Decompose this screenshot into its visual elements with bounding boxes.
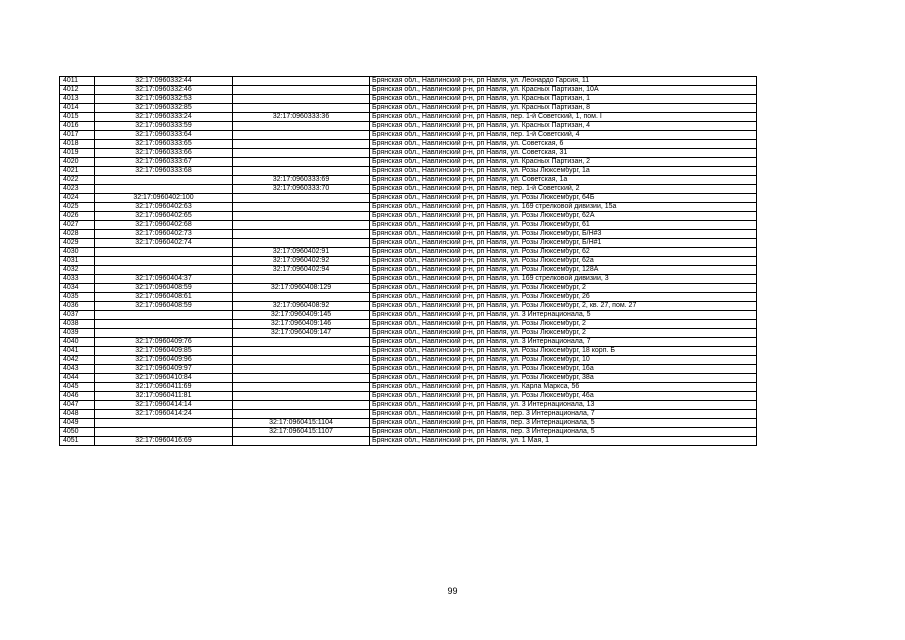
- cadastral-number-cell: [95, 311, 233, 320]
- parent-cadastral-number-cell: [233, 104, 370, 113]
- address-cell: Брянская обл., Навлинский р-н, рп Навля, ул. 3 Интернационала, 7: [370, 338, 757, 347]
- parent-cadastral-number-cell: 32:17:0960402:92: [233, 257, 370, 266]
- address-cell: Брянская обл., Навлинский р-н, рп Навля, ул. Советская, 6: [370, 140, 757, 149]
- address-cell: Брянская обл., Навлинский р-н, рп Навля, ул. Розы Люксембург, 2, кв. 27, пом. 27: [370, 302, 757, 311]
- address-cell: Брянская обл., Навлинский р-н, рп Навля, ул. Советская, 1а: [370, 176, 757, 185]
- parent-cadastral-number-cell: [233, 275, 370, 284]
- parent-cadastral-number-cell: [233, 230, 370, 239]
- cadastral-number-cell: [95, 329, 233, 338]
- table-row: [60, 194, 757, 203]
- table-row: [60, 392, 757, 401]
- table-row: [60, 239, 757, 248]
- cadastral-number-cell: 32:17:0960402:68: [95, 221, 233, 230]
- address-cell: Брянская обл., Навлинский р-н, рп Навля, ул. Розы Люксембург, 38а: [370, 374, 757, 383]
- address-cell: Брянская обл., Навлинский р-н, рп Навля, ул. Розы Люксембург, 62А: [370, 212, 757, 221]
- row-number: 4039: [60, 329, 95, 338]
- table-row: [60, 167, 757, 176]
- cadastral-number-cell: 32:17:0960416:69: [95, 437, 233, 446]
- cadastral-number-cell: 32:17:0960409:85: [95, 347, 233, 356]
- row-number: 4027: [60, 221, 95, 230]
- row-number: 4050: [60, 428, 95, 437]
- cadastral-number-cell: 32:17:0960333:64: [95, 131, 233, 140]
- cadastral-number-cell: 32:17:0960402:65: [95, 212, 233, 221]
- parent-cadastral-number-cell: 32:17:0960415:1107: [233, 428, 370, 437]
- row-number: 4034: [60, 284, 95, 293]
- row-number: 4015: [60, 113, 95, 122]
- table-row: [60, 311, 757, 320]
- parent-cadastral-number-cell: 32:17:0960402:94: [233, 266, 370, 275]
- address-cell: Брянская обл., Навлинский р-н, рп Навля, ул. Розы Люксембург, Б/Н#1: [370, 239, 757, 248]
- address-cell: Брянская обл., Навлинский р-н, рп Навля, ул. Советская, 31: [370, 149, 757, 158]
- page-number: 99: [447, 586, 458, 596]
- table-row: [60, 113, 757, 122]
- row-number: 4032: [60, 266, 95, 275]
- address-cell: Брянская обл., Навлинский р-н, рп Навля, ул. Розы Люксембург, 2: [370, 284, 757, 293]
- cadastral-number-cell: [95, 185, 233, 194]
- address-cell: Брянская обл., Навлинский р-н, рп Навля, ул. Розы Люксембург, 61: [370, 221, 757, 230]
- row-number: 4025: [60, 203, 95, 212]
- cadastral-number-cell: [95, 320, 233, 329]
- table-row: [60, 257, 757, 266]
- row-number: 4018: [60, 140, 95, 149]
- row-number: 4028: [60, 230, 95, 239]
- parent-cadastral-number-cell: [233, 410, 370, 419]
- row-number: 4013: [60, 95, 95, 104]
- table-row: [60, 248, 757, 257]
- row-number: 4047: [60, 401, 95, 410]
- cadastral-number-cell: 32:17:0960402:74: [95, 239, 233, 248]
- address-cell: Брянская обл., Навлинский р-н, рп Навля, ул. Розы Люксембург, 62: [370, 248, 757, 257]
- row-number: 4023: [60, 185, 95, 194]
- parent-cadastral-number-cell: [233, 131, 370, 140]
- cadastral-number-cell: 32:17:0960411:81: [95, 392, 233, 401]
- parent-cadastral-number-cell: [233, 437, 370, 446]
- table-row: [60, 149, 757, 158]
- table-row: [60, 212, 757, 221]
- address-cell: Брянская обл., Навлинский р-н, рп Навля, ул. Красных Партизан, 4: [370, 122, 757, 131]
- cadastral-number-cell: 32:17:0960333:66: [95, 149, 233, 158]
- address-cell: Брянская обл., Навлинский р-н, рп Навля, ул. 3 Интернационала, 5: [370, 311, 757, 320]
- row-number: 4040: [60, 338, 95, 347]
- address-cell: Брянская обл., Навлинский р-н, рп Навля, пер. 1-й Советский, 1, пом. I: [370, 113, 757, 122]
- cadastral-number-cell: 32:17:0960409:96: [95, 356, 233, 365]
- table-row: [60, 104, 757, 113]
- table-row: [60, 410, 757, 419]
- cadastral-number-cell: 32:17:0960333:59: [95, 122, 233, 131]
- parent-cadastral-number-cell: [233, 122, 370, 131]
- address-cell: Брянская обл., Навлинский р-н, рп Навля, ул. Красных Партизан, 2: [370, 158, 757, 167]
- row-number: 4046: [60, 392, 95, 401]
- cadastral-number-cell: [95, 419, 233, 428]
- table-row: [60, 95, 757, 104]
- table-row: [60, 374, 757, 383]
- row-number: 4012: [60, 86, 95, 95]
- address-cell: Брянская обл., Навлинский р-н, рп Навля, пер. 3 Интернационала, 5: [370, 428, 757, 437]
- table-body: [60, 77, 757, 446]
- cadastral-number-cell: 32:17:0960333:65: [95, 140, 233, 149]
- row-number: 4045: [60, 383, 95, 392]
- parent-cadastral-number-cell: 32:17:0960409:146: [233, 320, 370, 329]
- parent-cadastral-number-cell: [233, 293, 370, 302]
- parent-cadastral-number-cell: 32:17:0960333:70: [233, 185, 370, 194]
- parent-cadastral-number-cell: [233, 365, 370, 374]
- address-cell: Брянская обл., Навлинский р-н, рп Навля, ул. Красных Партизан, 10А: [370, 86, 757, 95]
- parent-cadastral-number-cell: [233, 401, 370, 410]
- table-row: [60, 356, 757, 365]
- cadastral-number-cell: [95, 257, 233, 266]
- parent-cadastral-number-cell: [233, 140, 370, 149]
- parent-cadastral-number-cell: 32:17:0960408:129: [233, 284, 370, 293]
- row-number: 4024: [60, 194, 95, 203]
- parent-cadastral-number-cell: [233, 383, 370, 392]
- cadastral-number-cell: [95, 428, 233, 437]
- address-cell: Брянская обл., Навлинский р-н, рп Навля, ул. Розы Люксембург, 10: [370, 356, 757, 365]
- table-row: [60, 140, 757, 149]
- parent-cadastral-number-cell: [233, 158, 370, 167]
- row-number: 4037: [60, 311, 95, 320]
- parent-cadastral-number-cell: [233, 149, 370, 158]
- row-number: 4011: [60, 77, 95, 86]
- parent-cadastral-number-cell: [233, 77, 370, 86]
- parent-cadastral-number-cell: [233, 374, 370, 383]
- cadastral-number-cell: [95, 176, 233, 185]
- row-number: 4044: [60, 374, 95, 383]
- address-cell: Брянская обл., Навлинский р-н, рп Навля, ул. Карла Маркса, 56: [370, 383, 757, 392]
- table-row: [60, 122, 757, 131]
- address-cell: Брянская обл., Навлинский р-н, рп Навля, ул. Розы Люксембург, 64Б: [370, 194, 757, 203]
- table-row: [60, 293, 757, 302]
- row-number: 4049: [60, 419, 95, 428]
- row-number: 4041: [60, 347, 95, 356]
- address-cell: Брянская обл., Навлинский р-н, рп Навля, ул. Розы Люксембург, 46а: [370, 392, 757, 401]
- address-cell: Брянская обл., Навлинский р-н, рп Навля, ул. Красных Партизан, 1: [370, 95, 757, 104]
- address-cell: Брянская обл., Навлинский р-н, рп Навля, ул. Леонардо Гарсия, 11: [370, 77, 757, 86]
- table-row: [60, 158, 757, 167]
- address-cell: Брянская обл., Навлинский р-н, рп Навля, ул. Розы Люксембург, 128А: [370, 266, 757, 275]
- cadastral-number-cell: 32:17:0960332:53: [95, 95, 233, 104]
- row-number: 4020: [60, 158, 95, 167]
- parent-cadastral-number-cell: [233, 167, 370, 176]
- row-number: 4016: [60, 122, 95, 131]
- table-row: [60, 401, 757, 410]
- table-row: [60, 437, 757, 446]
- address-cell: Брянская обл., Навлинский р-н, рп Навля, ул. Розы Люксембург, 2: [370, 320, 757, 329]
- parent-cadastral-number-cell: [233, 95, 370, 104]
- cadastral-number-cell: 32:17:0960333:24: [95, 113, 233, 122]
- address-cell: Брянская обл., Навлинский р-н, рп Навля, ул. 1 Мая, 1: [370, 437, 757, 446]
- row-number: 4029: [60, 239, 95, 248]
- row-number: 4021: [60, 167, 95, 176]
- address-cell: Брянская обл., Навлинский р-н, рп Навля, ул. 3 Интернационала, 13: [370, 401, 757, 410]
- cadastral-number-cell: 32:17:0960404:37: [95, 275, 233, 284]
- parent-cadastral-number-cell: 32:17:0960333:36: [233, 113, 370, 122]
- cadastral-number-cell: 32:17:0960332:46: [95, 86, 233, 95]
- parent-cadastral-number-cell: [233, 86, 370, 95]
- cadastral-number-cell: 32:17:0960411:69: [95, 383, 233, 392]
- row-number: 4048: [60, 410, 95, 419]
- table-row: [60, 131, 757, 140]
- cadastral-number-cell: [95, 248, 233, 257]
- address-cell: Брянская обл., Навлинский р-н, рп Навля, ул. Красных Партизан, 8: [370, 104, 757, 113]
- parent-cadastral-number-cell: [233, 356, 370, 365]
- cadastral-number-cell: 32:17:0960414:14: [95, 401, 233, 410]
- row-number: 4030: [60, 248, 95, 257]
- row-number: 4014: [60, 104, 95, 113]
- address-cell: Брянская обл., Навлинский р-н, рп Навля, ул. Розы Люксембург, 16а: [370, 365, 757, 374]
- cadastral-number-cell: 32:17:0960409:76: [95, 338, 233, 347]
- address-cell: Брянская обл., Навлинский р-н, рп Навля, пер. 1-й Советский, 2: [370, 185, 757, 194]
- row-number: 4035: [60, 293, 95, 302]
- cadastral-number-cell: 32:17:0960332:85: [95, 104, 233, 113]
- cadastral-number-cell: 32:17:0960408:59: [95, 302, 233, 311]
- cadastral-number-cell: 32:17:0960408:61: [95, 293, 233, 302]
- cadastral-number-cell: 32:17:0960408:59: [95, 284, 233, 293]
- row-number: 4042: [60, 356, 95, 365]
- address-cell: Брянская обл., Навлинский р-н, рп Навля, пер. 3 Интернационала, 5: [370, 419, 757, 428]
- table-row: [60, 284, 757, 293]
- row-number: 4051: [60, 437, 95, 446]
- table-row: [60, 383, 757, 392]
- cadastral-number-cell: 32:17:0960402:100: [95, 194, 233, 203]
- address-cell: Брянская обл., Навлинский р-н, рп Навля, пер. 3 Интернационала, 7: [370, 410, 757, 419]
- cadastral-number-cell: 32:17:0960414:24: [95, 410, 233, 419]
- row-number: 4019: [60, 149, 95, 158]
- parent-cadastral-number-cell: [233, 221, 370, 230]
- address-cell: Брянская обл., Навлинский р-н, рп Навля, ул. 169 стрелковой дивизии, 15а: [370, 203, 757, 212]
- table-row: [60, 203, 757, 212]
- parent-cadastral-number-cell: 32:17:0960408:92: [233, 302, 370, 311]
- row-number: 4043: [60, 365, 95, 374]
- address-cell: Брянская обл., Навлинский р-н, рп Навля, пер. 1-й Советский, 4: [370, 131, 757, 140]
- parent-cadastral-number-cell: 32:17:0960402:91: [233, 248, 370, 257]
- cadastral-number-cell: [95, 266, 233, 275]
- table-row: [60, 419, 757, 428]
- parent-cadastral-number-cell: [233, 338, 370, 347]
- row-number: 4036: [60, 302, 95, 311]
- parent-cadastral-number-cell: 32:17:0960333:69: [233, 176, 370, 185]
- parent-cadastral-number-cell: [233, 212, 370, 221]
- table-row: [60, 338, 757, 347]
- table-row: [60, 266, 757, 275]
- table-row: [60, 86, 757, 95]
- row-number: 4022: [60, 176, 95, 185]
- parent-cadastral-number-cell: [233, 239, 370, 248]
- cadastral-number-cell: 32:17:0960402:63: [95, 203, 233, 212]
- address-cell: Брянская обл., Навлинский р-н, рп Навля, ул. Розы Люксембург, 62а: [370, 257, 757, 266]
- table-row: [60, 302, 757, 311]
- table-row: [60, 185, 757, 194]
- table-row: [60, 275, 757, 284]
- parent-cadastral-number-cell: [233, 392, 370, 401]
- cadastral-number-cell: 32:17:0960410:84: [95, 374, 233, 383]
- table-row: [60, 428, 757, 437]
- parent-cadastral-number-cell: 32:17:0960415:1104: [233, 419, 370, 428]
- table-row: [60, 221, 757, 230]
- parent-cadastral-number-cell: [233, 347, 370, 356]
- parent-cadastral-number-cell: 32:17:0960409:145: [233, 311, 370, 320]
- cadastral-number-cell: 32:17:0960402:73: [95, 230, 233, 239]
- address-cell: Брянская обл., Навлинский р-н, рп Навля, ул. Розы Люксембург, Б/Н#3: [370, 230, 757, 239]
- address-cell: Брянская обл., Навлинский р-н, рп Навля, ул. Розы Люксембург, 26: [370, 293, 757, 302]
- row-number: 4031: [60, 257, 95, 266]
- row-number: 4033: [60, 275, 95, 284]
- table-row: [60, 230, 757, 239]
- table-row: [60, 365, 757, 374]
- address-cell: Брянская обл., Навлинский р-н, рп Навля, ул. Розы Люксембург, 18 корп. Б: [370, 347, 757, 356]
- row-number: 4026: [60, 212, 95, 221]
- cadastral-number-cell: 32:17:0960333:68: [95, 167, 233, 176]
- row-number: 4038: [60, 320, 95, 329]
- table-row: [60, 176, 757, 185]
- parent-cadastral-number-cell: [233, 194, 370, 203]
- table-row: [60, 320, 757, 329]
- table-row: [60, 77, 757, 86]
- parent-cadastral-number-cell: [233, 203, 370, 212]
- cadastral-number-cell: 32:17:0960332:44: [95, 77, 233, 86]
- cadastral-number-cell: 32:17:0960409:97: [95, 365, 233, 374]
- table-row: [60, 329, 757, 338]
- parent-cadastral-number-cell: 32:17:0960409:147: [233, 329, 370, 338]
- table-row: [60, 347, 757, 356]
- address-cell: Брянская обл., Навлинский р-н, рп Навля, ул. 169 стрелковой дивизии, 3: [370, 275, 757, 284]
- row-number: 4017: [60, 131, 95, 140]
- address-cell: Брянская обл., Навлинский р-н, рп Навля, ул. Розы Люксембург, 1а: [370, 167, 757, 176]
- cadastral-number-cell: 32:17:0960333:67: [95, 158, 233, 167]
- address-cell: Брянская обл., Навлинский р-н, рп Навля, ул. Розы Люксембург, 2: [370, 329, 757, 338]
- cadastral-table: [59, 76, 757, 446]
